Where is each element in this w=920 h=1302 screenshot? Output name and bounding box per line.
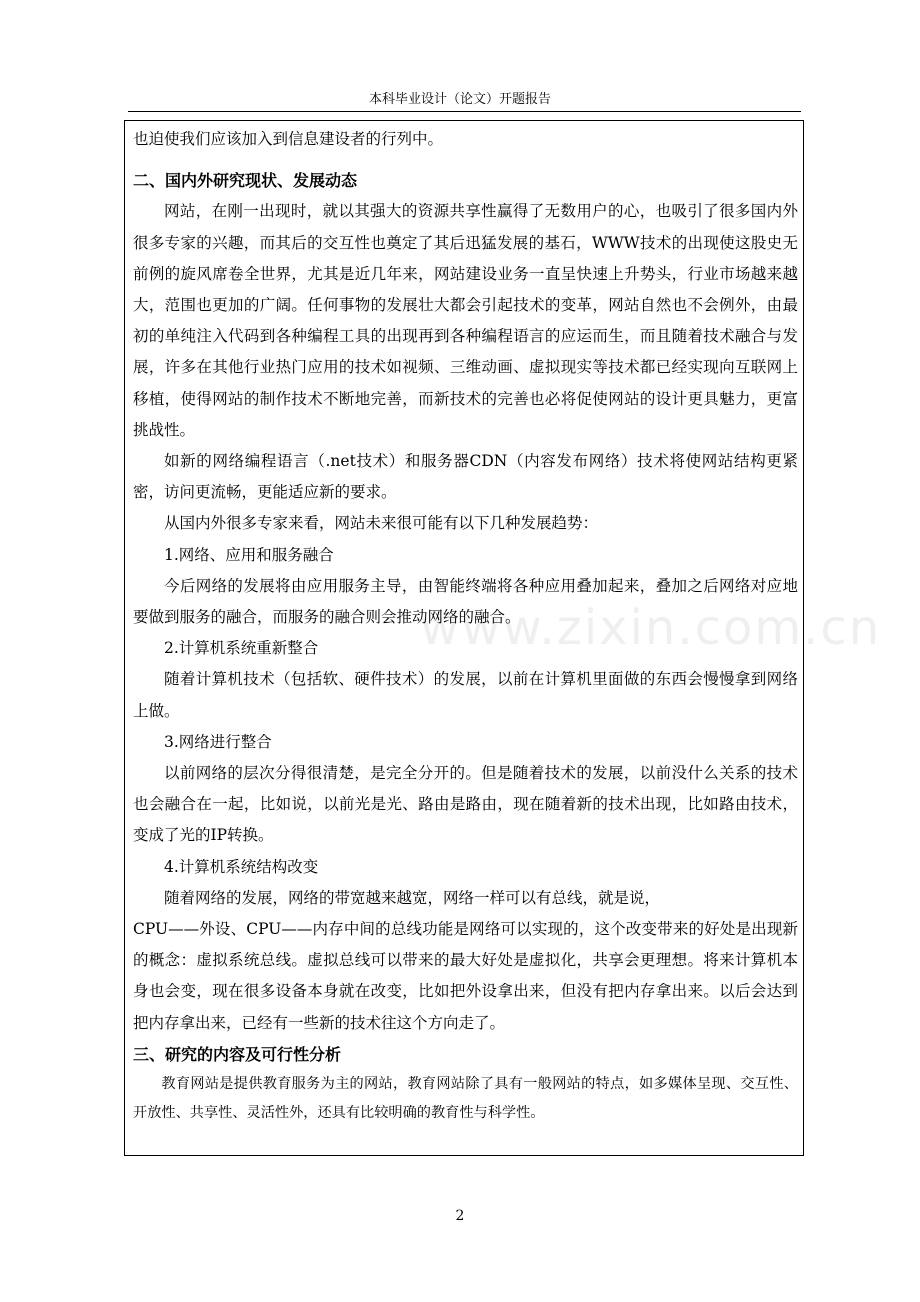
trend-body-3: 以前网络的层次分得很清楚，是完全分开的。但是随着技术的发展，以前没什么关系的技术也会融合在一起，比如说，以前光是光、路由是路由，现在随着新的技术出现，比如路由技术，变成了光的IP转换。: [133, 764, 798, 845]
section-heading-3: 三、研究的内容及可行性分析: [133, 1044, 342, 1064]
paragraph-edu-website: 教育网站是提供教育服务为主的网站，教育网站除了具有一般网站的特点，如多媒体呈现、交互性、开放性、共享性、灵活性外，还具有比较明确的教育性与科学性。: [133, 1076, 798, 1122]
watermark: www.zixin.com.cn: [420, 600, 882, 656]
report-body: [133, 124, 798, 1128]
page-number: 2: [455, 1208, 465, 1224]
trend-title-3: 3.网络进行整合: [164, 732, 272, 751]
trend-body-2: 随着计算机技术（包括软、硬件技术）的发展，以前在计算机里面做的东西会慢慢拿到网络上做。: [133, 670, 798, 720]
paragraph-new-tech: 如新的网络编程语言（.net技术）和服务器CDN（内容发布网络）技术将使网站结构更紧密，访问更流畅，更能适应新的要求。: [133, 452, 798, 502]
section-heading-2: 二、国内外研究现状、发展动态: [133, 171, 358, 191]
header-divider: [128, 111, 801, 112]
trend-body-4a: 随着网络的发展，网络的带宽越来越宽，网络一样可以有总线，就是说，: [164, 888, 661, 907]
paragraph-trends-intro: 从国内外很多专家来看，网站未来很可能有以下几种发展趋势：: [164, 514, 599, 533]
trend-body-4b: CPU——外设、CPU——内存中间的总线功能是网络可以实现的，这个改变带来的好处是出现新的概念：虚拟系统总线。虚拟总线可以带来的最大好处是虚拟化，共享会更理想。将来计算机本身也会变，现在很多设备本身就在改变，比如把外设拿出来，但没有把内存拿出来。以后会达到把内存拿出来，已经有一些新的技术往这个方向走了。: [133, 920, 798, 1032]
trend-title-1: 1.网络、应用和服务融合: [164, 545, 334, 564]
page-header-title: 本科毕业设计（论文）开题报告: [368, 92, 551, 107]
trend-title-4: 4.计算机系统结构改变: [164, 857, 319, 876]
trend-title-2: 2.计算机系统重新整合: [164, 639, 319, 658]
paragraph-intro-end: 也迫使我们应该加入到信息建设者的行列中。: [133, 130, 444, 148]
paragraph-website-history: 网站，在刚一出现时，就以其强大的资源共享性赢得了无数用户的心，也吸引了很多国内外很多专家的兴趣，而其后的交互性也奠定了其后迅猛发展的基石，WWW技术的出现使这股史无前例的旋风席卷全世界，尤其是近几年来，网站建设业务一直呈快速上升势头，行业市场越来越大，范围也更加的广阔。任何事物的发展壮大都会引起技术的变革，网站自然也不会例外，由最初的单纯注入代码到各种编程工具的出现再到各种编程语言的应运而生，而且随着技术融合与发展，许多在其他行业热门应用的技术如视频、三维动画、虚拟现实等技术都已经实现向互联网上移植，使得网站的制作技术不断地完善，而新技术的完善也必将促使网站的设计更具魅力，更富挑战性。: [133, 202, 798, 439]
trend-body-1: 今后网络的发展将由应用服务主导，由智能终端将各种应用叠加起来，叠加之后网络对应地要做到服务的融合，而服务的融合则会推动网络的融合。: [133, 576, 798, 627]
